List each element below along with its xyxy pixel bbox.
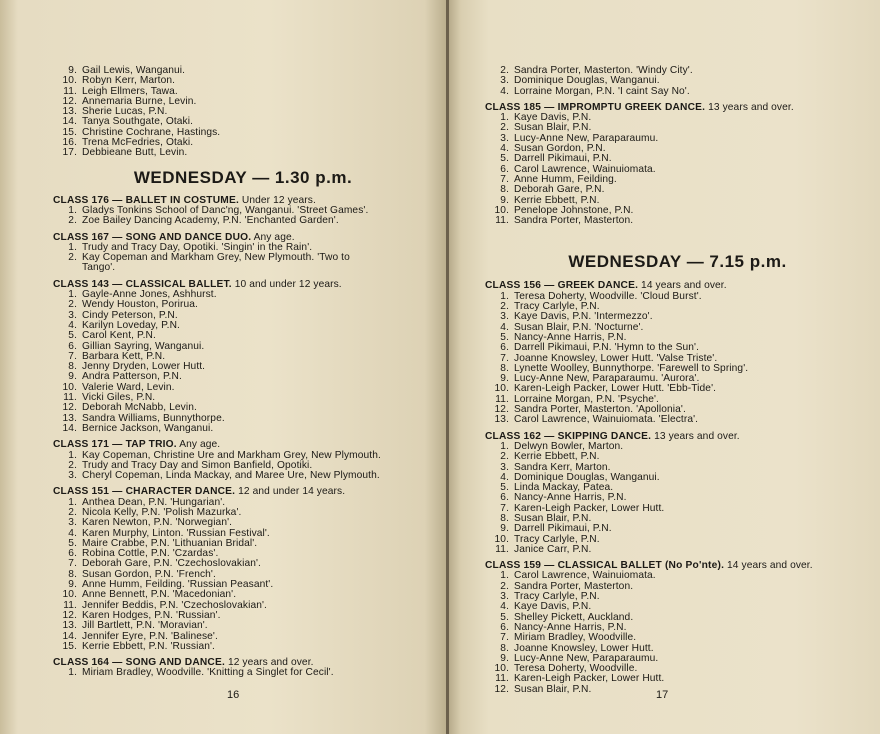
entry-number: 3. (500, 132, 509, 144)
entry-text: Gayle-Anne Jones, Ashhurst. (82, 289, 217, 301)
entry-text: Jill Bartlett, P.N. 'Moravian'. (82, 620, 208, 632)
entry-number: 10. (62, 589, 77, 601)
entry-number: 2. (500, 301, 509, 313)
entry-number: 8. (68, 568, 77, 580)
entry-text: Susan Blair, P.N. (514, 683, 592, 695)
class-title: CLASS 164 — SONG AND DANCE. (53, 657, 226, 669)
list-item (53, 148, 433, 158)
list-item (485, 343, 870, 353)
entry-text: Christine Cochrane, Hastings. (82, 126, 221, 138)
entry-text: Gladys Tonkins School of Danc'ng, Wanganui. 'Street Games'. (82, 204, 369, 216)
entry-text: Carol Kent, P.N. (82, 330, 156, 342)
entry-text: Teresa Doherty, Woodville. 'Cloud Burst'. (514, 290, 702, 302)
entry-text: Trudy and Tracy Day, Opotiki. 'Singin' in the Rain'. (82, 241, 313, 253)
entry-text: Bernice Jackson, Wanganui. (82, 422, 214, 434)
entry-number: 8. (68, 361, 77, 373)
class-title: CLASS 185 — IMPROMPTU GREEK DANCE. (485, 101, 706, 113)
entry-text: Kaye Davis, P.N. (514, 601, 592, 613)
page-number: 17 (656, 689, 669, 701)
entry-number: 8. (500, 184, 509, 196)
entry-number: 3. (68, 517, 77, 529)
session-heading: WEDNESDAY — 1.30 p.m. (133, 167, 353, 187)
entry-text: Nancy-Anne Harris, P.N. (514, 621, 627, 633)
entry-number: 6. (500, 621, 509, 633)
entry-number: 2. (500, 451, 509, 463)
entry-number: 10. (494, 204, 509, 216)
entry-number: 2. (500, 65, 509, 76)
entry-text: Karen Murphy, Linton. 'Russian Festival'. (82, 527, 270, 539)
entry-text: Miriam Bradley, Woodville. 'Knitting a Singlet for Cecil'. (82, 667, 334, 679)
class-title: CLASS 162 — SKIPPING DANCE. (485, 430, 652, 442)
entry-number: 9. (68, 65, 77, 76)
entry-number: 1. (68, 241, 77, 253)
entry-text: Leigh Ellmers, Tawa. (82, 85, 178, 97)
entry-number: 13. (62, 412, 77, 424)
list-item (53, 424, 433, 434)
list-item (53, 621, 433, 631)
entry-text: Susan Blair, P.N. (514, 512, 592, 524)
entry-number: 4. (68, 527, 77, 539)
entry-number: 10. (494, 533, 509, 545)
entry-text: Teresa Doherty, Woodville. (514, 663, 638, 675)
entry-text: Nicola Kelly, P.N. 'Polish Mazurka'. (82, 506, 242, 518)
class-age-group: 10 and under 12 years. (231, 278, 342, 290)
entry-text: Shelley Pickett, Auckland. (514, 611, 634, 623)
entry-text: Susan Gordon, P.N. (514, 143, 606, 155)
entry-text: Wendy Houston, Porirua. (82, 299, 198, 311)
class-title: CLASS 159 — CLASSICAL BALLET (No Po'nte). (485, 560, 725, 572)
entry-text: Sandra Porter, Masterton. 'Windy City'. (514, 65, 693, 76)
entry-number: 10. (494, 383, 509, 395)
entry-number: 3. (500, 591, 509, 603)
entry-number: 11. (495, 673, 509, 685)
entry-text: Janice Carr, P.N. (514, 543, 592, 555)
entry-number: 9. (68, 371, 77, 383)
entry-number: 15. (62, 640, 77, 652)
entry-number: 1. (500, 290, 509, 302)
entry-text: Deborah Gare, P.N. (514, 184, 605, 196)
entry-text: Sandra Williams, Bunnythorpe. (82, 412, 225, 424)
entry-number: 11. (495, 393, 509, 405)
entry-number: 5. (68, 537, 77, 549)
entry-text: Maire Crabbe, P.N. 'Lithuanian Bridal'. (82, 537, 258, 549)
right-page (449, 0, 880, 734)
entry-text: Kaye Davis, P.N. (514, 112, 592, 124)
entry-text: Tracy Carlyle, P.N. (514, 533, 600, 545)
entry-number: 4. (500, 143, 509, 155)
entry-text: Anthea Dean, P.N. 'Hungarian'. (82, 496, 226, 508)
entry-number: 8. (500, 642, 509, 654)
entry-number: 13. (494, 414, 509, 426)
entry-text: Zoe Bailey Dancing Academy, P.N. 'Enchanted Garden'. (82, 215, 339, 227)
entry-text: Vicki Giles, P.N. (82, 392, 156, 404)
entry-text: Dominique Douglas, Wanganui. (514, 471, 660, 483)
entry-number: 9. (68, 579, 77, 591)
entry-text: Karen Hodges, P.N. 'Russian'. (82, 609, 221, 621)
entry-text: Jennifer Eyre, P.N. 'Balinese'. (82, 630, 218, 642)
class-title: CLASS 143 — CLASSICAL BALLET. (53, 278, 232, 290)
entry-number: 9. (500, 373, 509, 385)
entry-number: 11. (63, 392, 77, 404)
entry-text: Trudy and Tracy Day and Simon Banfield, Opotiki. (82, 459, 313, 471)
entry-text: Sandra Porter, Masterton. 'Apollonia'. (514, 404, 686, 416)
entry-number: 6. (68, 340, 77, 352)
entry-text: Kaye Davis, P.N. 'Intermezzo'. (514, 311, 653, 323)
entry-number: 1. (68, 289, 77, 301)
entry-number: 12. (494, 404, 509, 416)
entry-number: 2. (68, 215, 77, 227)
entry-number: 17. (62, 147, 77, 159)
entry-number: 9. (500, 523, 509, 535)
list-item (53, 331, 433, 341)
entry-text: Carol Lawrence, Wainuiomata. (514, 570, 656, 582)
entry-text: Karen-Leigh Packer, Lower Hutt. 'Ebb-Tide'. (514, 383, 717, 395)
entry-number: 12. (62, 609, 77, 621)
entry-number: 7. (500, 632, 509, 644)
entry-text: Lucy-Anne New, Paraparaumu. 'Aurora'. (514, 373, 700, 385)
entry-number: 8. (500, 512, 509, 524)
entry-number: 12. (62, 402, 77, 414)
entry-number: 3. (500, 75, 509, 87)
class-title: CLASS 176 — BALLET IN COSTUME. (53, 194, 239, 206)
list-item (485, 216, 870, 226)
entry-number: 13. (62, 106, 77, 118)
entry-number: 4. (500, 471, 509, 483)
entry-number: 3. (68, 470, 77, 482)
entry-text: Sandra Porter, Masterton. (514, 580, 634, 592)
entry-text: Karen-Leigh Packer, Lower Hutt. (514, 673, 665, 685)
list-item (485, 685, 870, 695)
class-age-group: Any age. (176, 439, 221, 451)
entry-text: Anne Humm, Feilding. 'Russian Peasant'. (82, 579, 274, 591)
left-page-content (53, 66, 433, 679)
entry-number: 3. (500, 461, 509, 473)
entry-text: Debbieane Butt, Levin. (82, 147, 188, 159)
entry-text: Kerrie Ebbett, P.N. (514, 194, 600, 206)
entry-text: Deborah McNabb, Levin. (82, 402, 197, 414)
entry-text: Miriam Bradley, Woodville. (514, 632, 637, 644)
class-title: CLASS 156 — GREEK DANCE. (485, 280, 639, 292)
entry-text: Carol Lawrence, Wainuiomata. (514, 163, 656, 175)
entry-text: Jenny Dryden, Lower Hutt. (82, 361, 206, 373)
entry-text: Susan Gordon, P.N. 'French'. (82, 568, 216, 580)
entry-number: 1. (68, 204, 77, 216)
entry-number: 11. (63, 599, 77, 611)
entry-text-continued: Tango'. (82, 262, 116, 274)
entry-text: Jennifer Beddis, P.N. 'Czechoslovakian'. (82, 599, 267, 611)
entry-text: Karen-Leigh Packer, Lower Hutt. (514, 502, 665, 514)
entry-number: 10. (62, 75, 77, 87)
entry-number: 5. (500, 482, 509, 494)
entry-number: 8. (500, 362, 509, 374)
entry-number: 2. (500, 122, 509, 134)
entry-number: 14. (62, 422, 77, 434)
entry-text: Anne Humm, Feilding. (514, 173, 617, 185)
entry-text: Lorraine Morgan, P.N. 'I caint Say No'. (514, 85, 690, 97)
entry-number: 6. (68, 548, 77, 560)
entry-text: Darrell Pikimaui, P.N. 'Hymn to the Sun'. (514, 342, 700, 354)
list-item (53, 668, 433, 678)
entry-text: Karen Newton, P.N. 'Norwegian'. (82, 517, 233, 529)
entry-number: 7. (68, 558, 77, 570)
entry-text: Deborah Gare, P.N. 'Czechoslovakian'. (82, 558, 261, 570)
class-age-group: 13 years and over. (705, 101, 794, 113)
entry-text: Sherie Lucas, P.N. (82, 106, 168, 118)
entry-number: 12. (62, 95, 77, 107)
entry-number: 16. (62, 137, 77, 149)
entry-number: 6. (500, 492, 509, 504)
entry-text: Kerrie Ebbett, P.N. 'Russian'. (82, 640, 215, 652)
entry-text: Linda Mackay, Patea. (514, 482, 614, 494)
entry-number: 1. (68, 496, 77, 508)
entry-number: 14. (62, 116, 77, 128)
entry-text: Joanne Knowsley, Lower Hutt. (514, 642, 654, 654)
entry-text: Lorraine Morgan, P.N. 'Psyche'. (514, 393, 659, 405)
entry-number: 13. (62, 620, 77, 632)
entry-number: 7. (68, 350, 77, 362)
list-item (485, 415, 870, 425)
list-item (53, 471, 433, 481)
entry-number: 12. (494, 683, 509, 695)
entry-text: Tanya Southgate, Otaki. (82, 116, 194, 128)
entry-number: 4. (500, 85, 509, 97)
entry-text: Kay Copeman and Markham Grey, New Plymouth. 'Two to (82, 252, 350, 264)
entry-text: Lucy-Anne New, Paraparaumu. (514, 652, 659, 664)
entry-number: 10. (62, 381, 77, 393)
entry-number: 5. (500, 153, 509, 165)
entry-text: Kerrie Ebbett, P.N. (514, 451, 600, 463)
entry-number: 14. (62, 630, 77, 642)
entry-number: 4. (500, 321, 509, 333)
entry-text: Kay Copeman, Christine Ure and Markham Grey, New Plymouth. (82, 449, 381, 461)
entry-text: Andra Patterson, P.N. (82, 371, 182, 383)
list-item (485, 545, 870, 555)
entry-number: 2. (500, 580, 509, 592)
class-age-group: Any age. (251, 231, 295, 243)
entry-text: Nancy-Anne Harris, P.N. (514, 331, 627, 343)
entry-text: Susan Blair, P.N. (514, 122, 592, 134)
entry-number: 11. (63, 85, 77, 97)
entry-text: Dominique Douglas, Wanganui. (514, 75, 660, 87)
entry-number: 2. (68, 459, 77, 471)
entry-number: 9. (500, 194, 509, 206)
entry-text: Nancy-Anne Harris, P.N. (514, 492, 627, 504)
class-age-group: 12 and under 14 years. (235, 486, 346, 498)
entry-number: 5. (500, 331, 509, 343)
list-item (53, 216, 433, 226)
entry-number: 2. (68, 252, 77, 264)
page-number: 16 (227, 689, 240, 701)
list-item (485, 633, 870, 643)
entry-text: Darrell Pikimaui, P.N. (514, 523, 612, 535)
list-item (485, 452, 870, 462)
entry-number: 3. (500, 311, 509, 323)
entry-text: Joanne Knowsley, Lower Hutt. 'Valse Triste'. (514, 352, 718, 364)
entry-number: 4. (68, 319, 77, 331)
class-age-group: Under 12 years. (239, 194, 316, 206)
entry-number: 1. (500, 440, 509, 452)
entry-text: Sandra Kerr, Marton. (514, 461, 611, 473)
entry-text: Sandra Porter, Masterton. (514, 215, 634, 227)
entry-number: 7. (500, 352, 509, 364)
class-age-group: 14 years and over. (638, 280, 727, 292)
entry-text: Anne Bennett, P.N. 'Macedonian'. (82, 589, 237, 601)
list-item (485, 87, 870, 97)
entry-number: 7. (500, 173, 509, 185)
entry-number: 1. (68, 449, 77, 461)
entry-number: 6. (500, 342, 509, 354)
entry-text: Penelope Johnstone, P.N. (514, 204, 634, 216)
entry-number: 2. (68, 506, 77, 518)
entry-number: 7. (500, 502, 509, 514)
entry-number: 1. (68, 667, 77, 679)
entry-text: Cindy Peterson, P.N. (82, 309, 178, 321)
entry-number: 1. (500, 112, 509, 124)
entry-text: Robina Cottle, P.N. 'Czardas'. (82, 548, 219, 560)
entry-text: Tracy Carlyle, P.N. (514, 301, 600, 313)
entry-text: Robyn Kerr, Marton. (82, 75, 176, 87)
entry-number: 5. (500, 611, 509, 623)
entry-text: Gillian Sayring, Wanganui. (82, 340, 205, 352)
class-heading (53, 440, 433, 450)
entry-text: Cheryl Copeman, Linda Mackay, and Maree Ure, New Plymouth. (82, 470, 380, 482)
entry-number: 10. (494, 663, 509, 675)
entry-text: Carol Lawrence, Wainuiomata. 'Electra'. (514, 414, 699, 426)
entry-number: 11. (495, 543, 509, 555)
class-age-group: 12 years and over. (225, 657, 314, 669)
entry-text: Trena McFedries, Otaki. (82, 137, 194, 149)
entry-number: 11. (495, 215, 509, 227)
list-item (53, 642, 433, 652)
entry-number: 9. (500, 652, 509, 664)
entry-number: 6. (500, 163, 509, 175)
entry-number: 3. (68, 309, 77, 321)
right-page-content (485, 66, 870, 695)
session-heading: WEDNESDAY — 7.15 p.m. (568, 252, 787, 272)
entry-text: Tracy Carlyle, P.N. (514, 591, 600, 603)
entry-number: 15. (62, 126, 77, 138)
entry-text: Lynette Woolley, Bunnythorpe. 'Farewell to Spring'. (514, 362, 749, 374)
class-title: CLASS 167 — SONG AND DANCE DUO. (53, 231, 252, 243)
entry-text: Karilyn Loveday, P.N. (82, 319, 180, 331)
entry-text: Gail Lewis, Wanganui. (82, 65, 186, 76)
entry-text: Annemaria Burne, Levin. (82, 95, 197, 107)
class-age-group: 13 years and over. (651, 430, 740, 442)
entry-number: 1. (500, 570, 509, 582)
entry-text: Lucy-Anne New, Paraparaumu. (514, 132, 659, 144)
entry-number: 2. (68, 299, 77, 311)
entry-text: Darrell Pikimaui, P.N. (514, 153, 612, 165)
entry-text: Valerie Ward, Levin. (82, 381, 175, 393)
class-title: CLASS 151 — CHARACTER DANCE. (53, 486, 236, 498)
entry-number: 4. (500, 601, 509, 613)
entry-text: Barbara Kett, P.N. (82, 350, 166, 362)
class-title: CLASS 171 — TAP TRIO. (53, 439, 177, 451)
entry-number: 5. (68, 330, 77, 342)
class-age-group: 14 years and over. (724, 560, 813, 572)
entry-text: Susan Blair, P.N. 'Nocturne'. (514, 321, 644, 333)
entry-text: Delwyn Bowler, Marton. (514, 440, 624, 452)
